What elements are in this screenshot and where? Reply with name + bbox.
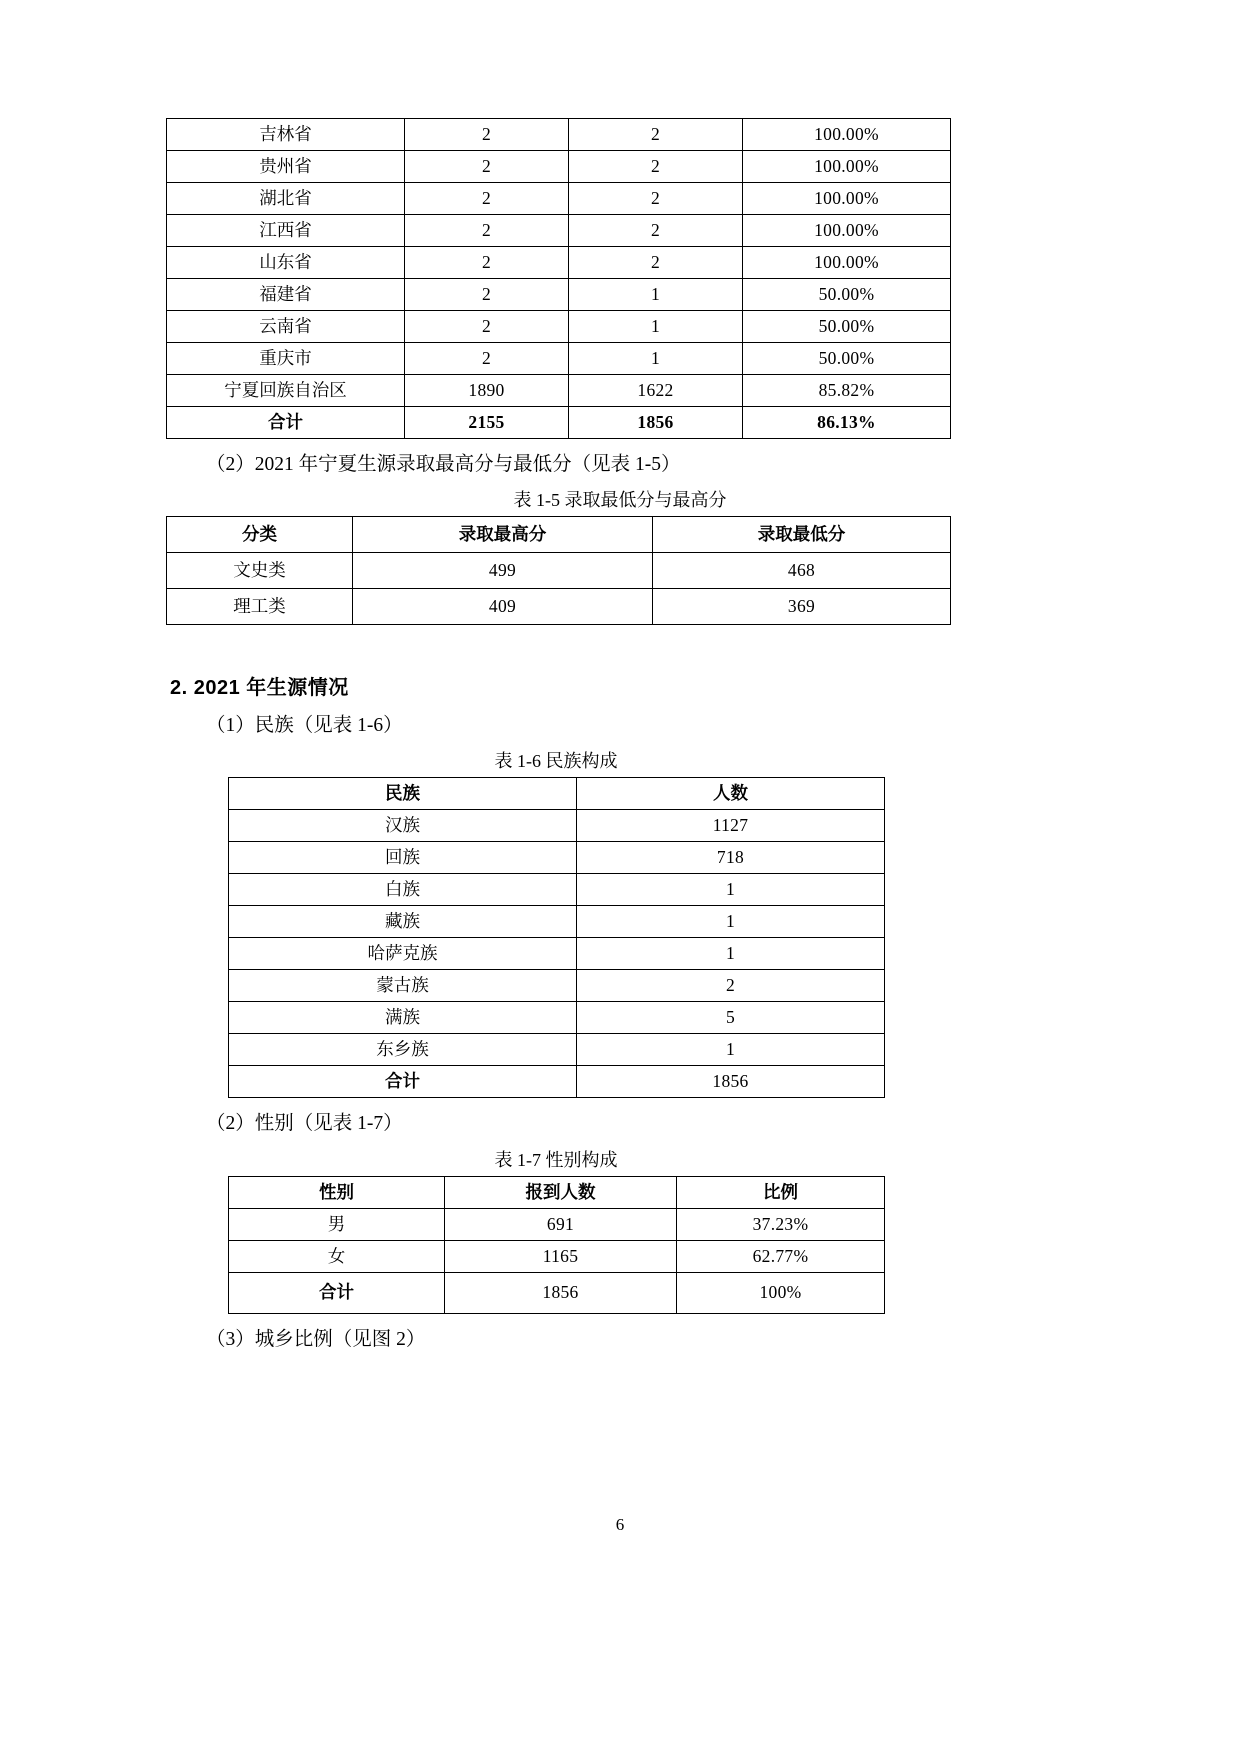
table-header-row [167,517,951,553]
header-highest: 录取最高分 [353,517,653,553]
cell-lowest: 468 [653,553,951,589]
cell-ethnicity: 东乡族 [229,1034,577,1066]
paragraph-ethnicity-intro: （1）民族（见表 1-6） [206,715,403,737]
cell-gender: 男 [229,1208,445,1240]
table-row [167,589,951,625]
cell-count: 2 [577,970,885,1002]
table-ethnic [228,777,885,1098]
cell-gender: 女 [229,1240,445,1272]
cell-ethnicity: 藏族 [229,906,577,938]
cell-count: 1 [577,938,885,970]
cell-highest: 409 [353,589,653,625]
caption-table-1-6: 表 1-6 民族构成 [494,751,618,772]
page-content [166,118,1074,1355]
table-row [229,842,885,874]
cell-registered: 1 [569,279,743,311]
cell-plan: 2 [405,311,569,343]
table-provinces [166,118,951,439]
table-total-row [167,407,951,439]
page-number: 6 [615,1515,625,1534]
cell-total-registered: 1856 [569,407,743,439]
cell-rate: 100.00% [743,215,951,247]
ethnic-table-wrapper [166,777,1074,1098]
table-scores [166,516,951,625]
table-row [229,1208,885,1240]
table-row [229,906,885,938]
cell-ratio: 37.23% [677,1208,885,1240]
cell-rate: 50.00% [743,343,951,375]
cell-plan: 2 [405,215,569,247]
paragraph-gender-intro: （2）性别（见表 1-7） [206,1113,403,1135]
cell-rate: 100.00% [743,119,951,151]
paragraph-scores-intro: （2）2021 年宁夏生源录取最高分与最低分（见表 1-5） [206,454,681,475]
table-row [167,343,951,375]
table-row [167,183,951,215]
cell-count: 691 [445,1208,677,1240]
cell-ethnicity: 白族 [229,874,577,906]
table-gender [228,1176,885,1314]
cell-province: 福建省 [167,279,405,311]
cell-registered: 2 [569,119,743,151]
cell-registered: 2 [569,183,743,215]
table-row [167,247,951,279]
header-gender: 性别 [229,1176,445,1208]
cell-province: 湖北省 [167,183,405,215]
paragraph-urban-rural-intro: （3）城乡比例（见图 2） [206,1328,426,1350]
cell-count: 718 [577,842,885,874]
table-total-row [229,1066,885,1098]
cell-count: 1 [577,1034,885,1066]
cell-rate: 50.00% [743,311,951,343]
table-row [167,279,951,311]
table-header-row [229,778,885,810]
cell-rate: 50.00% [743,279,951,311]
cell-registered: 1 [569,343,743,375]
table-row [229,1002,885,1034]
cell-count: 5 [577,1002,885,1034]
header-ethnicity: 民族 [229,778,577,810]
cell-province: 宁夏回族自治区 [167,375,405,407]
table-total-row [229,1272,885,1313]
cell-province: 吉林省 [167,119,405,151]
cell-plan: 2 [405,343,569,375]
table-row [167,215,951,247]
cell-total-count: 1856 [445,1272,677,1313]
table-row [167,119,951,151]
cell-ethnicity: 蒙古族 [229,970,577,1002]
spacer [166,625,1074,671]
cell-plan: 2 [405,151,569,183]
table-row [229,810,885,842]
cell-province: 贵州省 [167,151,405,183]
cell-plan: 2 [405,183,569,215]
cell-total-label: 合计 [167,407,405,439]
cell-rate: 100.00% [743,151,951,183]
cell-ethnicity: 哈萨克族 [229,938,577,970]
table-row [229,874,885,906]
cell-rate: 100.00% [743,247,951,279]
table-row [167,553,951,589]
table-row [229,1240,885,1272]
cell-lowest: 369 [653,589,951,625]
cell-ethnicity: 汉族 [229,810,577,842]
table-row [167,375,951,407]
provinces-table-wrapper [166,118,1074,439]
cell-ethnicity: 满族 [229,1002,577,1034]
cell-count: 1127 [577,810,885,842]
cell-registered: 1 [569,311,743,343]
header-category: 分类 [167,517,353,553]
section-heading-2: 2. 2021 年生源情况 [170,677,349,700]
cell-category: 理工类 [167,589,353,625]
cell-province: 重庆市 [167,343,405,375]
table-row [229,938,885,970]
cell-plan: 2 [405,247,569,279]
cell-total-rate: 86.13% [743,407,951,439]
cell-count: 1 [577,874,885,906]
cell-count: 1 [577,906,885,938]
header-count: 人数 [577,778,885,810]
cell-registered: 2 [569,215,743,247]
cell-rate: 85.82% [743,375,951,407]
cell-registered: 1622 [569,375,743,407]
cell-registered: 2 [569,151,743,183]
gender-table-wrapper [166,1176,1074,1314]
header-ratio: 比例 [677,1176,885,1208]
cell-total-plan: 2155 [405,407,569,439]
cell-province: 云南省 [167,311,405,343]
header-count: 报到人数 [445,1176,677,1208]
table-header-row [229,1176,885,1208]
cell-province: 山东省 [167,247,405,279]
table-row [167,151,951,183]
caption-table-1-5: 表 1-5 录取最低分与最高分 [513,490,727,511]
table-row [167,311,951,343]
cell-registered: 2 [569,247,743,279]
cell-plan: 2 [405,279,569,311]
scores-table-wrapper [166,516,1074,625]
cell-province: 江西省 [167,215,405,247]
table-row [229,970,885,1002]
cell-count: 1165 [445,1240,677,1272]
cell-plan: 2 [405,119,569,151]
cell-total-ratio: 100% [677,1272,885,1313]
table-row [229,1034,885,1066]
cell-ratio: 62.77% [677,1240,885,1272]
cell-total-label: 合计 [229,1066,577,1098]
cell-ethnicity: 回族 [229,842,577,874]
cell-total-count: 1856 [577,1066,885,1098]
cell-highest: 499 [353,553,653,589]
cell-category: 文史类 [167,553,353,589]
cell-plan: 1890 [405,375,569,407]
cell-rate: 100.00% [743,183,951,215]
cell-total-label: 合计 [229,1272,445,1313]
caption-table-1-7: 表 1-7 性别构成 [494,1149,618,1170]
header-lowest: 录取最低分 [653,517,951,553]
